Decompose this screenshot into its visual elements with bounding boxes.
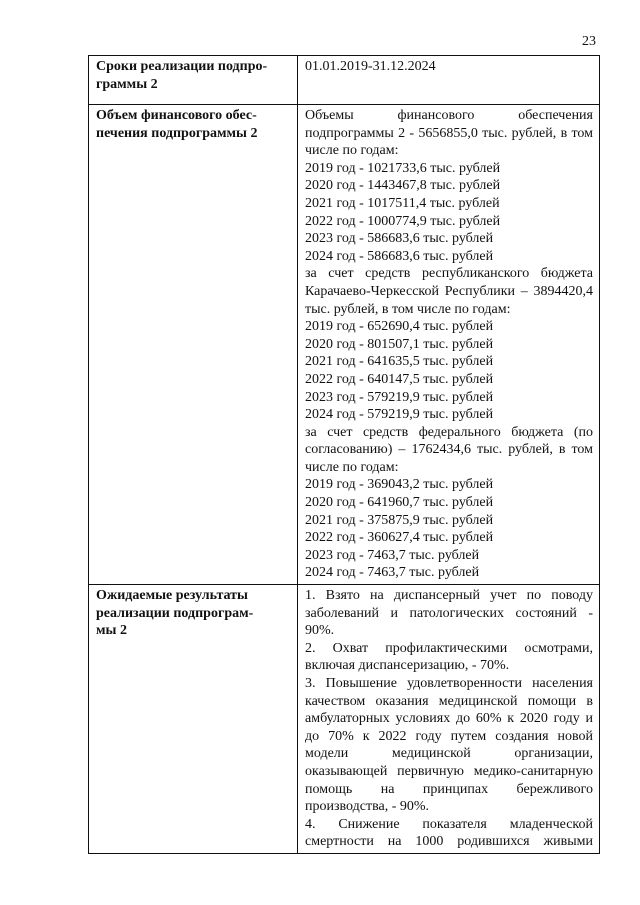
republic-year-2023: 2023 год - 579219,9 тыс. рублей — [305, 389, 494, 405]
republic-year-2024: 2024 год - 579219,9 тыс. рублей — [305, 407, 494, 423]
federal-year-2020: 2020 год - 641960,7 тыс. рублей — [305, 495, 494, 511]
result-item-4: 4. Снижение показателя младенческой смертности на 1000 родившихся живыми — [305, 816, 593, 850]
total-year-2022: 2022 год - 1000774,9 тыс. рублей — [305, 213, 501, 229]
total-year-2023: 2023 год - 586683,6 тыс. рублей — [305, 231, 494, 247]
page-number: 23 — [582, 34, 596, 49]
total-year-2021: 2021 год - 1017511,4 тыс. рублей — [305, 195, 500, 211]
period-label-text: Сроки реализации подпро- граммы 2 — [96, 59, 268, 92]
republic-intro: за счет средств республиканского бюджета Карачаево-Черкесской Республики – 3894420,4 тыс. рублей, в том числе по годам: — [305, 266, 593, 317]
total-year-2024: 2024 год - 586683,6 тыс. рублей — [305, 248, 494, 264]
results-value-cell — [298, 585, 600, 854]
results-label-text: Ожидаемые результаты реализации подпрограм- мы 2 — [96, 588, 254, 639]
result-item-3: 3. Повышение удовлетворенности населения качеством оказания медицинской помощи в амбулаторных условиях до 60% к 2020 году и до 70% к 2022 году путем создания новой модели медицинской организации, оказывающей первичную медико-санитарную помощь на принципах бережливого производства, - 90%. — [305, 676, 593, 815]
republic-year-2020: 2020 год - 801507,1 тыс. рублей — [305, 336, 494, 352]
federal-year-2022: 2022 год - 360627,4 тыс. рублей — [305, 530, 494, 546]
table-row-period — [89, 56, 600, 105]
funding-value-cell — [298, 105, 600, 585]
funding-label-text: Объем финансового обес- печения подпрограммы 2 — [96, 108, 258, 141]
funding-intro: Объемы финансового обеспечения подпрограммы 2 - 5656855,0 тыс. рублей, в том числе по годам: — [305, 108, 593, 159]
period-value-cell — [298, 56, 600, 105]
total-year-2019: 2019 год - 1021733,6 тыс. рублей — [305, 160, 501, 176]
republic-year-2022: 2022 год - 640147,5 тыс. рублей — [305, 371, 494, 387]
result-item-1: 1. Взято на диспансерный учет по поводу заболеваний и патологических состояний - 90%. — [305, 588, 593, 639]
federal-year-2019: 2019 год - 369043,2 тыс. рублей — [305, 477, 494, 493]
republic-year-2021: 2021 год - 641635,5 тыс. рублей — [305, 354, 494, 370]
result-item-2: 2. Охват профилактическими осмотрами, включая диспансеризацию, - 70%. — [305, 640, 593, 674]
republic-year-2019: 2019 год - 652690,4 тыс. рублей — [305, 319, 494, 335]
table-row-funding — [89, 105, 600, 585]
total-year-2020: 2020 год - 1443467,8 тыс. рублей — [305, 178, 501, 194]
federal-year-2023: 2023 год - 7463,7 тыс. рублей — [305, 547, 480, 563]
federal-year-2021: 2021 год - 375875,9 тыс. рублей — [305, 512, 494, 528]
subprogram-passport-table — [88, 55, 600, 854]
period-label — [89, 56, 298, 105]
federal-year-2024: 2024 год - 7463,7 тыс. рублей — [305, 565, 480, 581]
funding-label — [89, 105, 298, 585]
federal-intro: за счет средств федерального бюджета (по согласованию) – 1762434,6 тыс. рублей, в том числе по годам: — [305, 424, 593, 475]
table-row-results — [89, 585, 600, 854]
period-value: 01.01.2019-31.12.2024 — [305, 59, 436, 74]
results-label — [89, 585, 298, 854]
